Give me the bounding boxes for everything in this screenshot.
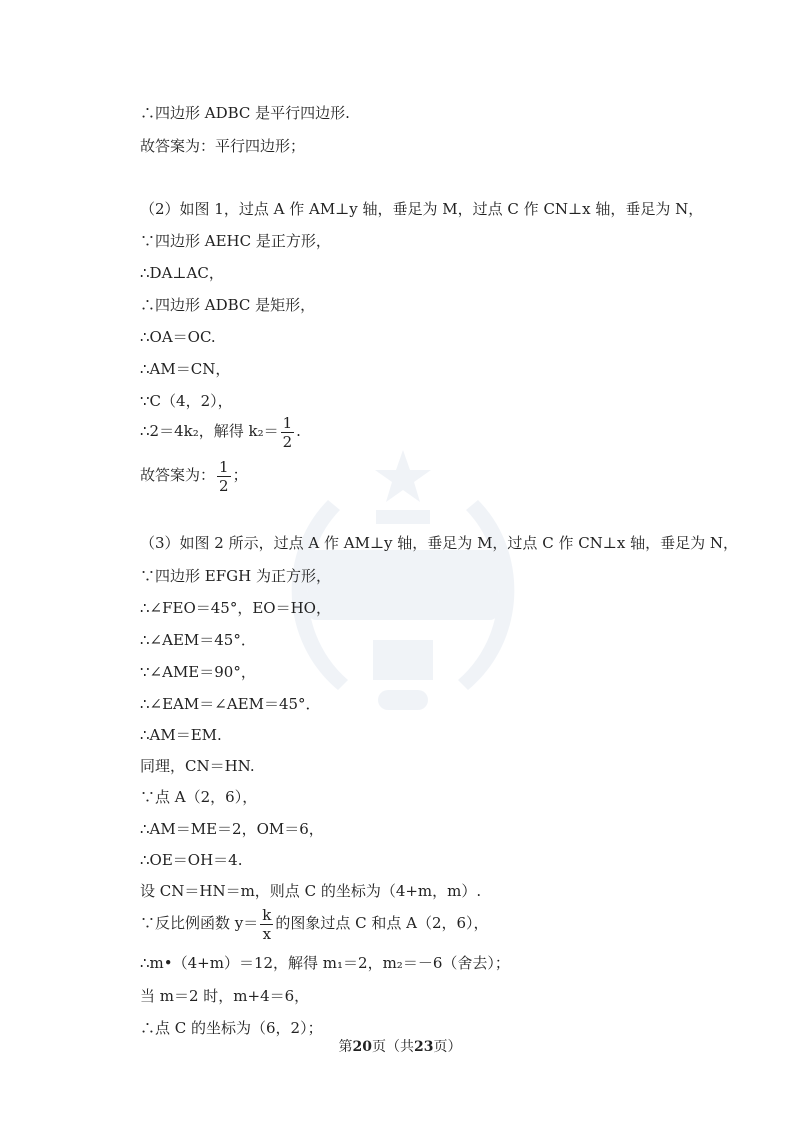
text-line-1: ∴四边形 ADBC 是平行四边形. — [140, 104, 350, 122]
text-line-20: ∵点 A（2，6）， — [140, 788, 258, 806]
text-line-7: ∴OA＝OC. — [140, 328, 216, 346]
fraction-one-half — [281, 414, 295, 451]
period-mark: . — [296, 422, 301, 440]
text-line-9: ∵C（4，2）， — [140, 392, 233, 410]
text-line-15: ∴∠AEM＝45°． — [140, 631, 256, 649]
footer-suffix: 页） — [433, 1039, 462, 1055]
text-line-24 — [140, 904, 489, 943]
text-line-27: ∴点 C 的坐标为（6，2）； — [140, 1019, 323, 1037]
page-footer — [0, 1036, 800, 1056]
text-line-10 — [140, 412, 301, 451]
text-line-2: 故答案为：平行四边形； — [140, 137, 306, 155]
text-line-16: ∵∠AME＝90°， — [140, 663, 256, 681]
semicolon-mark: ； — [232, 466, 248, 484]
total-page-number: 23 — [414, 1039, 434, 1055]
text-line-12: （3）如图 2 所示，过点 A 作 AM⊥y 轴，垂足为 M，过点 C 作 CN⊥x 轴，垂足为 N， — [140, 534, 739, 552]
text-line-19: 同理，CN＝HN. — [140, 757, 255, 775]
text-line-4: ∵四边形 AEHC 是正方形， — [140, 232, 331, 250]
text-line-6: ∴四边形 ADBC 是矩形， — [140, 296, 316, 314]
text-line-17: ∴∠EAM＝∠AEM＝45°． — [140, 695, 321, 713]
answer-label: 故答案为： — [140, 466, 216, 484]
fraction-one-half-answer — [217, 458, 231, 495]
text-line-18: ∴AM＝EM. — [140, 726, 222, 744]
current-page-number: 20 — [352, 1039, 372, 1055]
footer-prefix: 第 — [338, 1039, 353, 1055]
fraction-denominator: x — [262, 924, 272, 943]
text-line-5: ∴DA⊥AC， — [140, 264, 224, 282]
fraction-denominator: 2 — [282, 432, 293, 451]
text-line-11 — [140, 456, 248, 495]
text-line-22: ∴OE＝OH＝4. — [140, 851, 243, 869]
text-line-26: 当 m＝2 时，m+4＝6， — [140, 987, 310, 1005]
equation-k2-text: ∴2＝4k₂，解得 k₂＝ — [140, 422, 279, 440]
text-line-14: ∴∠FEO＝45°，EO＝HO， — [140, 599, 331, 617]
text-line-13: ∵四边形 EFGH 为正方形， — [140, 567, 331, 585]
fraction-numerator: k — [262, 905, 272, 924]
fraction-numerator: 1 — [282, 413, 293, 432]
footer-mid: 页（共 — [372, 1039, 414, 1055]
text-line-8: ∴AM＝CN， — [140, 360, 231, 378]
fraction-k-over-x — [260, 906, 273, 943]
function-label: ∵反比例函数 y＝ — [140, 914, 259, 932]
fraction-denominator: 2 — [219, 476, 229, 495]
text-line-25: ∴m•（4+m）＝12，解得 m₁＝2，m₂＝－6（舍去）； — [140, 954, 510, 972]
text-line-23: 设 CN＝HN＝m，则点 C 的坐标为（4+m，m）. — [140, 882, 482, 900]
function-condition-text: 的图象过点 C 和点 A（2，6）， — [275, 914, 489, 932]
text-line-3: （2）如图 1，过点 A 作 AM⊥y 轴，垂足为 M，过点 C 作 CN⊥x 轴，垂足为 N， — [140, 200, 704, 218]
text-line-21: ∴AM＝ME＝2，OM＝6， — [140, 820, 324, 838]
fraction-numerator: 1 — [219, 457, 229, 476]
